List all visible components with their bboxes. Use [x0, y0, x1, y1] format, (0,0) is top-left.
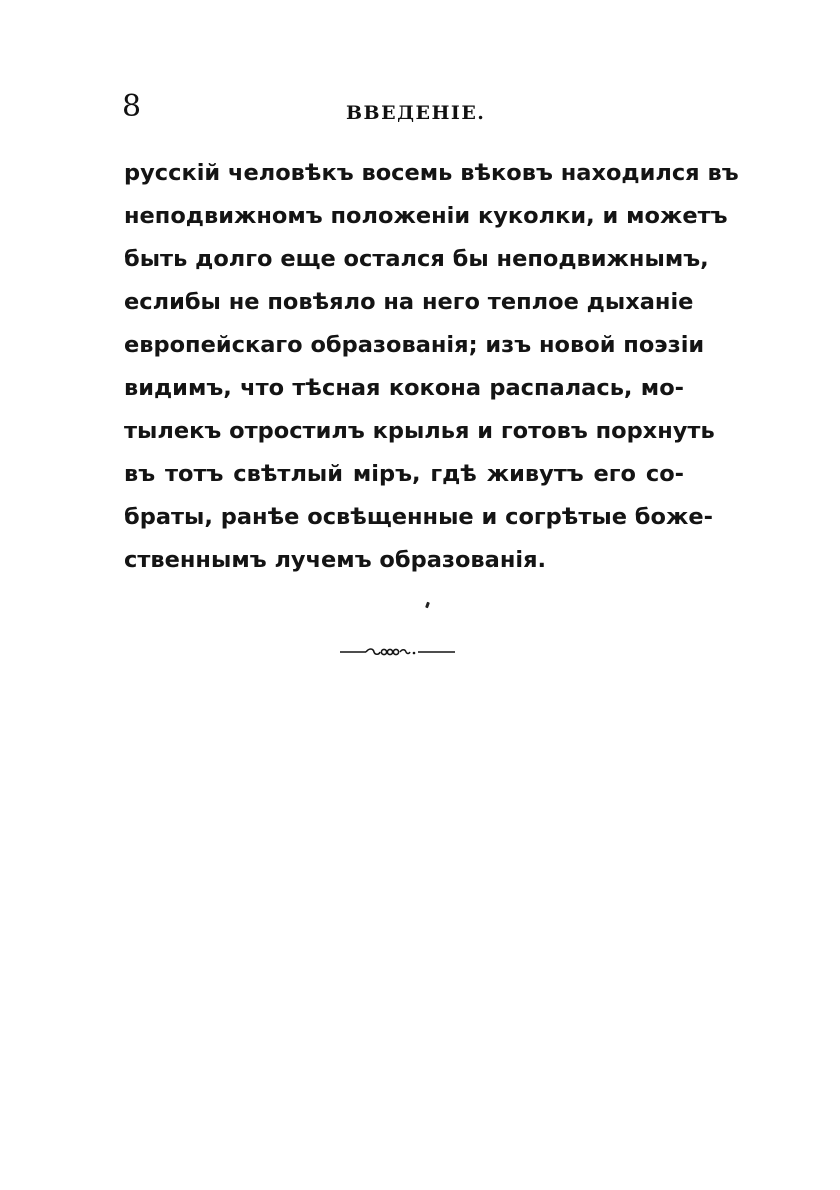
text-line: ственнымъ лучемъ образованія.	[124, 547, 547, 573]
text-line: еслибы не повѣяло на него теплое дыханіе	[124, 289, 694, 315]
ink-speck	[425, 602, 430, 609]
body-text	[124, 152, 739, 582]
running-head: ВВЕДЕНІЕ.	[346, 102, 486, 124]
text-line: браты, ранѣе освѣщенные и согрѣтые боже-	[124, 504, 713, 530]
text-line: видимъ, что тѣсная кокона распалась, мо-	[124, 375, 684, 401]
text-line: русскій человѣкъ восемь вѣковъ находился въ	[124, 160, 739, 186]
page-number: 8	[122, 89, 142, 124]
text-line: въ тотъ свѣтлый міръ, гдѣ живутъ его со-	[124, 461, 684, 487]
text-line: тылекъ отростилъ крылья и готовъ порхнуть	[124, 418, 715, 444]
text-line: европейскаго образованія; изъ новой поэзіи	[124, 332, 705, 358]
text-line: быть долго еще остался бы неподвижнымъ,	[124, 246, 709, 272]
tailpiece-ornament-icon	[340, 644, 455, 660]
text-line: неподвижномъ положеніи куколки, и можетъ	[124, 203, 728, 229]
